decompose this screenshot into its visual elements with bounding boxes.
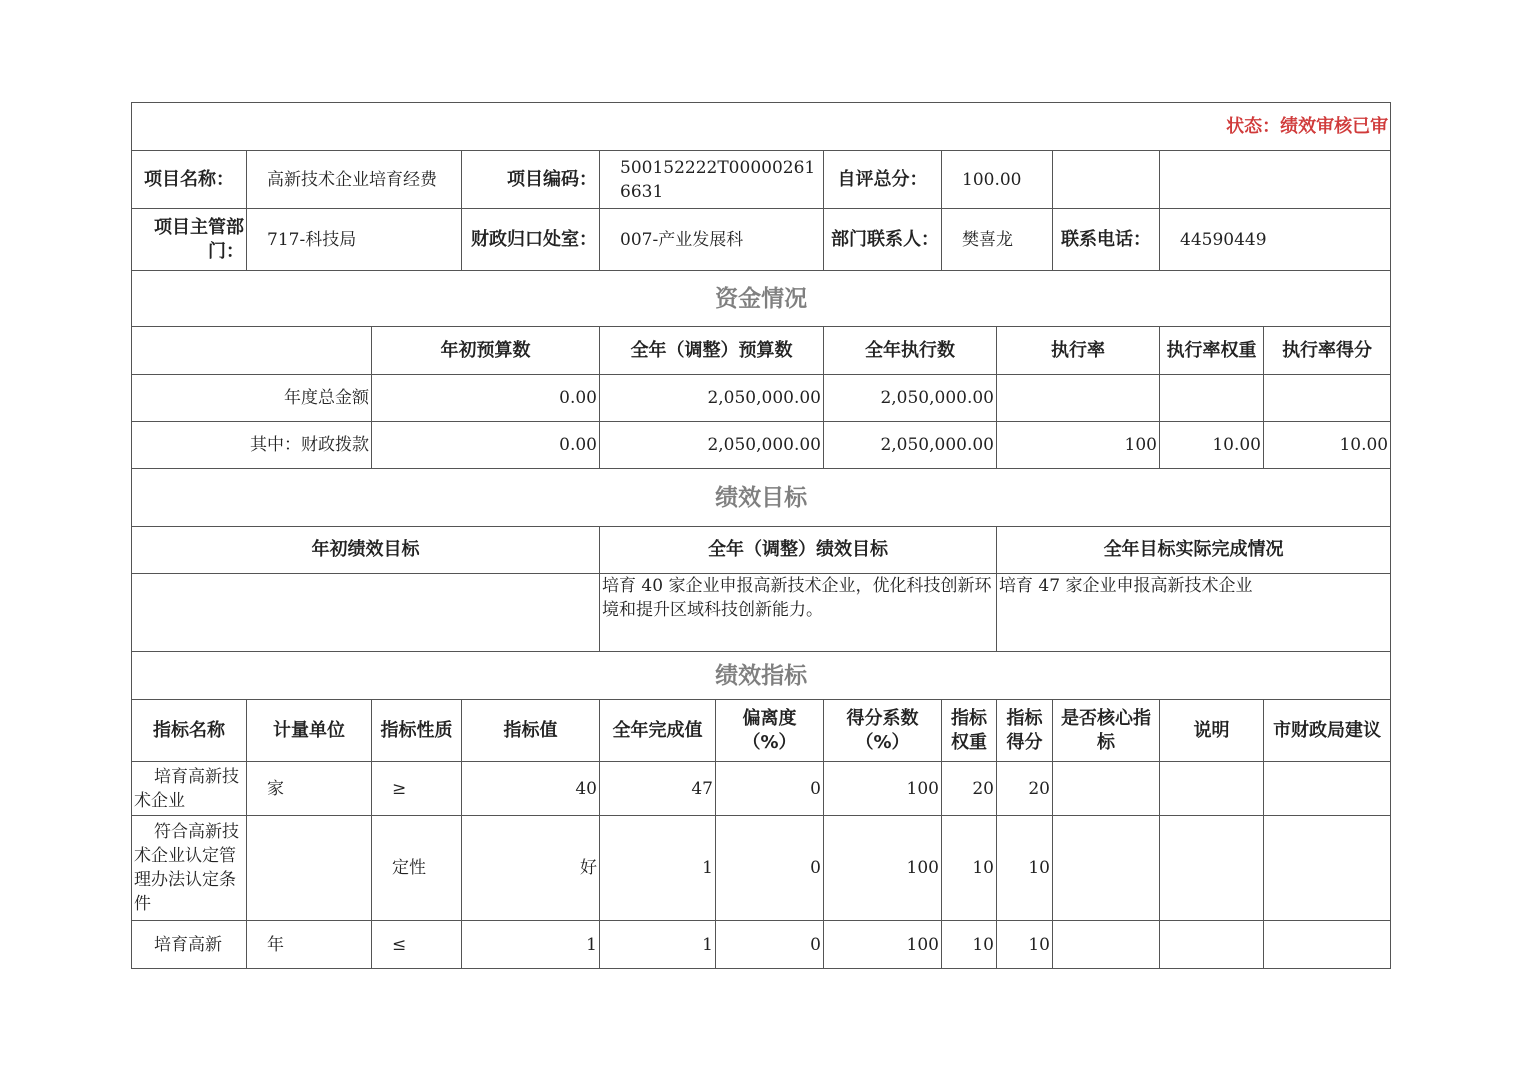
table-row bbox=[132, 422, 1391, 469]
self-score-label: 自评总分： bbox=[824, 151, 942, 209]
phone-value: 44590449 bbox=[1160, 209, 1391, 271]
ind-note bbox=[1160, 762, 1264, 816]
goals-section-title: 绩效目标 bbox=[132, 469, 1391, 527]
ind-header-weight: 指标权重 bbox=[942, 700, 997, 762]
ind-name: 培育高新 bbox=[132, 921, 247, 969]
ind-nature: 定性 bbox=[372, 816, 462, 921]
ind-core bbox=[1053, 921, 1160, 969]
contact-value: 樊喜龙 bbox=[942, 209, 1053, 271]
empty-cell bbox=[1053, 151, 1160, 209]
ind-advice bbox=[1264, 816, 1391, 921]
ind-nature: ≤ bbox=[372, 921, 462, 969]
ind-weight: 10 bbox=[942, 921, 997, 969]
dept-label: 项目主管部门： bbox=[132, 209, 247, 271]
ind-header-name: 指标名称 bbox=[132, 700, 247, 762]
funds-initial-value: 0.00 bbox=[372, 422, 600, 469]
ind-weight: 10 bbox=[942, 816, 997, 921]
ind-name: 培育高新技术企业 bbox=[132, 762, 247, 816]
indicators-section-title: 绩效指标 bbox=[132, 652, 1391, 700]
ind-value: 好 bbox=[462, 816, 600, 921]
ind-coef: 100 bbox=[824, 816, 942, 921]
goals-header-initial: 年初绩效目标 bbox=[132, 527, 600, 574]
funds-header-executed: 全年执行数 bbox=[824, 327, 997, 375]
ind-unit bbox=[247, 816, 372, 921]
funds-rate-value: 100 bbox=[997, 422, 1160, 469]
funds-weight-value bbox=[1160, 375, 1264, 422]
ind-score: 10 bbox=[997, 921, 1053, 969]
ind-nature: ≥ bbox=[372, 762, 462, 816]
funds-score-value bbox=[1264, 375, 1391, 422]
ind-advice bbox=[1264, 921, 1391, 969]
funds-rate-value bbox=[997, 375, 1160, 422]
table-row bbox=[132, 921, 1391, 969]
performance-report-sheet bbox=[131, 102, 1390, 969]
project-name-label: 项目名称： bbox=[132, 151, 247, 209]
goals-header-adjusted: 全年（调整）绩效目标 bbox=[600, 527, 997, 574]
table-row bbox=[132, 762, 1391, 816]
ind-coef: 100 bbox=[824, 762, 942, 816]
ind-header-actual: 全年完成值 bbox=[600, 700, 716, 762]
goals-initial-text bbox=[132, 574, 600, 652]
funds-header-score: 执行率得分 bbox=[1264, 327, 1391, 375]
ind-header-value: 指标值 bbox=[462, 700, 600, 762]
ind-value: 1 bbox=[462, 921, 600, 969]
funds-header-adjusted: 全年（调整）预算数 bbox=[600, 327, 824, 375]
funds-header-rate: 执行率 bbox=[997, 327, 1160, 375]
ind-header-coef: 得分系数（%） bbox=[824, 700, 942, 762]
goals-header-actual: 全年目标实际完成情况 bbox=[997, 527, 1391, 574]
funds-row-label: 其中：财政拨款 bbox=[132, 422, 372, 469]
funds-section-title: 资金情况 bbox=[132, 271, 1391, 327]
project-code-label: 项目编码： bbox=[462, 151, 600, 209]
ind-actual: 1 bbox=[600, 921, 716, 969]
ind-header-advice: 市财政局建议 bbox=[1264, 700, 1391, 762]
ind-deviation: 0 bbox=[716, 921, 824, 969]
goals-actual-text: 培育 47 家企业申报高新技术企业 bbox=[997, 574, 1391, 652]
ind-unit: 年 bbox=[247, 921, 372, 969]
table-row bbox=[132, 816, 1391, 921]
ind-core bbox=[1053, 762, 1160, 816]
ind-header-deviation: 偏离度（%） bbox=[716, 700, 824, 762]
self-score-value: 100.00 bbox=[942, 151, 1053, 209]
funds-adjusted-value: 2,050,000.00 bbox=[600, 375, 824, 422]
funds-executed-value: 2,050,000.00 bbox=[824, 422, 997, 469]
phone-label: 联系电话： bbox=[1053, 209, 1160, 271]
funds-executed-value: 2,050,000.00 bbox=[824, 375, 997, 422]
ind-weight: 20 bbox=[942, 762, 997, 816]
ind-deviation: 0 bbox=[716, 762, 824, 816]
finance-office-label: 财政归口处室： bbox=[462, 209, 600, 271]
goals-adjusted-text: 培育 40 家企业申报高新技术企业，优化科技创新环境和提升区域科技创新能力。 bbox=[600, 574, 997, 652]
ind-unit: 家 bbox=[247, 762, 372, 816]
empty-cell bbox=[132, 327, 372, 375]
ind-header-note: 说明 bbox=[1160, 700, 1264, 762]
table-row bbox=[132, 375, 1391, 422]
ind-header-score: 指标得分 bbox=[997, 700, 1053, 762]
funds-score-value: 10.00 bbox=[1264, 422, 1391, 469]
ind-actual: 1 bbox=[600, 816, 716, 921]
report-table bbox=[131, 102, 1391, 969]
empty-cell bbox=[1160, 151, 1391, 209]
ind-coef: 100 bbox=[824, 921, 942, 969]
ind-deviation: 0 bbox=[716, 816, 824, 921]
finance-office-value: 007-产业发展科 bbox=[600, 209, 824, 271]
ind-header-core: 是否核心指标 bbox=[1053, 700, 1160, 762]
ind-name: 符合高新技术企业认定管理办法认定条件 bbox=[132, 816, 247, 921]
ind-note bbox=[1160, 816, 1264, 921]
funds-initial-value: 0.00 bbox=[372, 375, 600, 422]
project-name-value: 高新技术企业培育经费 bbox=[247, 151, 462, 209]
ind-value: 40 bbox=[462, 762, 600, 816]
funds-header-weight: 执行率权重 bbox=[1160, 327, 1264, 375]
funds-adjusted-value: 2,050,000.00 bbox=[600, 422, 824, 469]
ind-note bbox=[1160, 921, 1264, 969]
ind-score: 10 bbox=[997, 816, 1053, 921]
funds-weight-value: 10.00 bbox=[1160, 422, 1264, 469]
ind-header-nature: 指标性质 bbox=[372, 700, 462, 762]
funds-row-label: 年度总金额 bbox=[132, 375, 372, 422]
ind-core bbox=[1053, 816, 1160, 921]
status-label: 状态：绩效审核已审 bbox=[132, 103, 1391, 151]
ind-advice bbox=[1264, 762, 1391, 816]
dept-value: 717-科技局 bbox=[247, 209, 462, 271]
project-code-value: 500152222T000002616631 bbox=[600, 151, 824, 209]
contact-label: 部门联系人： bbox=[824, 209, 942, 271]
funds-header-initial: 年初预算数 bbox=[372, 327, 600, 375]
ind-actual: 47 bbox=[600, 762, 716, 816]
ind-header-unit: 计量单位 bbox=[247, 700, 372, 762]
ind-score: 20 bbox=[997, 762, 1053, 816]
